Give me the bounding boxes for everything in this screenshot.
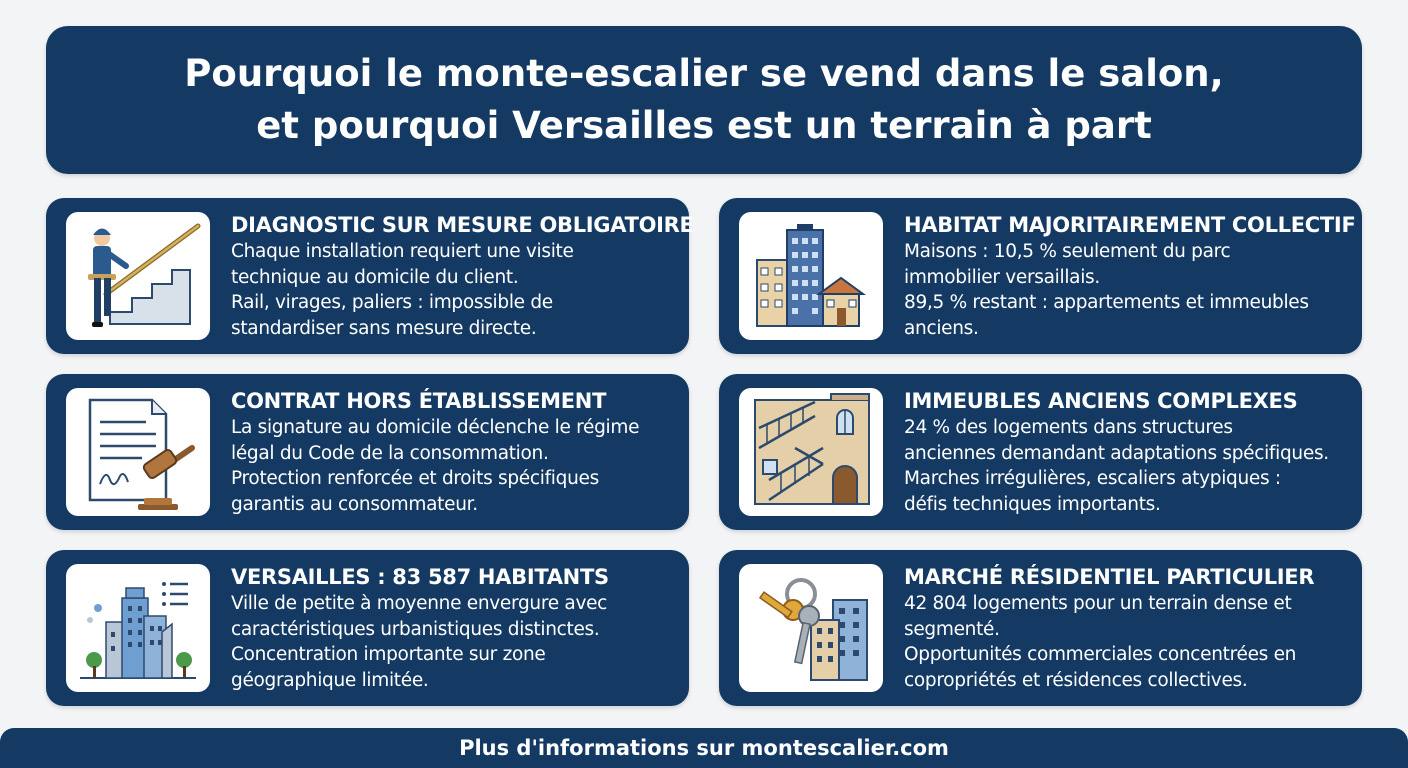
card-versailles xyxy=(46,550,689,706)
footer-link-text: Plus d'informations sur montescalier.com xyxy=(459,736,949,760)
card-contrat xyxy=(46,374,689,530)
card-line: Ville de petite à moyenne envergure avec xyxy=(231,593,608,614)
card-line: immobilier versaillais. xyxy=(904,266,1100,288)
card-line: Marches irrégulières, escaliers atypiques : xyxy=(904,468,1281,489)
card-title: IMMEUBLES ANCIENS COMPLEXES xyxy=(904,389,1298,413)
card-immeubles xyxy=(719,374,1362,530)
card-line: caractéristiques urbanistiques distinctes. xyxy=(231,618,600,640)
city-skyline-icon xyxy=(66,564,210,692)
card-line: Rail, virages, paliers : impossible de xyxy=(231,292,553,313)
card-line: segmenté. xyxy=(904,618,1000,640)
card-diagnostic xyxy=(46,198,694,354)
card-line: géographique limitée. xyxy=(231,669,429,691)
card-line: défis techniques importants. xyxy=(904,493,1161,515)
card-line: 24 % des logements dans structures xyxy=(904,417,1233,438)
old-building-stairs-icon xyxy=(739,388,883,516)
card-line: Opportunités commerciales concentrées en xyxy=(904,644,1297,665)
card-line: anciennes demandant adaptations spécifiques. xyxy=(904,442,1329,464)
card-line: Concentration importante sur zone xyxy=(231,644,546,665)
card-line: 42 804 logements pour un terrain dense et xyxy=(904,593,1292,614)
card-line: Maisons : 10,5 % seulement du parc xyxy=(904,241,1231,262)
card-line: Chaque installation requiert une visite xyxy=(231,241,574,262)
card-title: CONTRAT HORS ÉTABLISSEMENT xyxy=(231,389,607,413)
page-title-line-2: et pourquoi Versailles est un terrain à part xyxy=(256,104,1152,147)
card-line: 89,5 % restant : appartements et immeubles xyxy=(904,292,1309,313)
card-line: anciens. xyxy=(904,317,979,339)
contract-gavel-icon xyxy=(66,388,210,516)
card-habitat xyxy=(719,198,1362,354)
stairlift-worker-icon xyxy=(66,212,210,340)
card-line: technique au domicile du client. xyxy=(231,266,519,288)
keys-building-icon xyxy=(739,564,883,692)
card-line: garantis au consommateur. xyxy=(231,493,478,515)
card-title: HABITAT MAJORITAIREMENT COLLECTIF xyxy=(904,213,1356,237)
buildings-house-icon xyxy=(739,212,883,340)
footer-bar xyxy=(0,728,1408,768)
card-line: légal du Code de la consommation. xyxy=(231,442,549,464)
card-title: DIAGNOSTIC SUR MESURE OBLIGATOIRE xyxy=(231,213,694,237)
card-title: VERSAILLES : 83 587 HABITANTS xyxy=(231,565,609,589)
card-line: standardiser sans mesure directe. xyxy=(231,317,537,339)
card-line: Protection renforcée et droits spécifiques xyxy=(231,468,599,489)
card-line: copropriétés et résidences collectives. xyxy=(904,669,1248,691)
header-banner xyxy=(46,26,1362,174)
card-marche xyxy=(719,550,1362,706)
card-line: La signature au domicile déclenche le régime xyxy=(231,417,640,438)
card-title: MARCHÉ RÉSIDENTIEL PARTICULIER xyxy=(904,565,1315,589)
page-title-line-1: Pourquoi le monte-escalier se vend dans le salon, xyxy=(184,52,1224,95)
